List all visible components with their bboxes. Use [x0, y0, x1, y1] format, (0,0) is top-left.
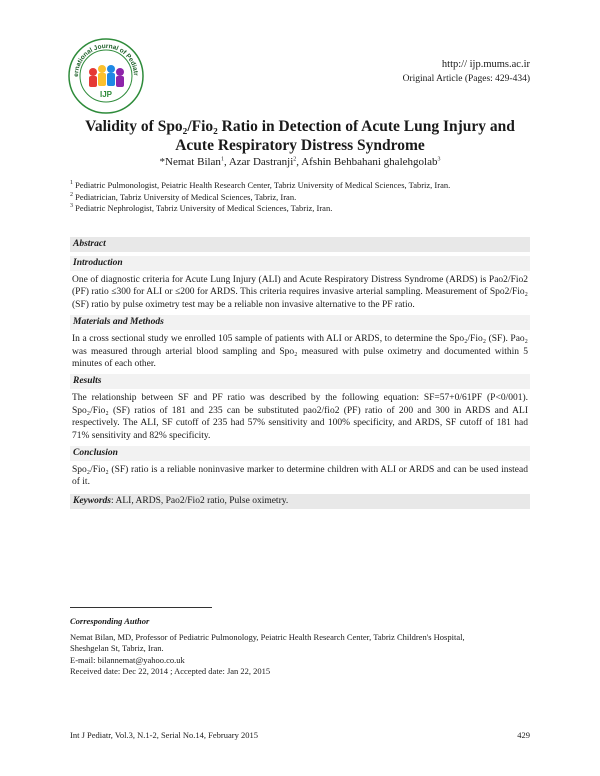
citation: Int J Pediatr, Vol.3, N.1-2, Serial No.14, February 2015	[70, 730, 258, 740]
title-line-2: Acute Respiratory Distress Syndrome	[175, 137, 425, 154]
affiliation-item: $^2$ Pediatrician, Tabriz University of Medical Sciences, Tabriz, Iran.	[70, 191, 297, 202]
section-body-conclusion: Spo₂/Fio₂ (SF) ratio is a reliable noninvasive marker to determine children with ALI or ARDS and can be used instead of it.	[72, 465, 528, 488]
section-body-introduction: One of diagnostic criteria for Acute Lung Injury (ALI) and Acute Respiratory Distress Syndrome (ARDS) is Pao2/Fio2 (PF) ratio ≤300 for ALI or ≤200 for ARDS. This criteria requires invasive arterial sampling. Measurement of Spo2/Fio₂ (SF) ratio by pulse oximetry test may be a reliable non invasive alternative to the PF ratio.	[72, 275, 528, 310]
keywords-list: : ALI, ARDS, Pao2/Fio2 ratio, Pulse oximetry.	[111, 495, 289, 506]
page-footer	[70, 730, 530, 740]
keywords-label: Keywords	[73, 495, 111, 506]
affiliation-item: $^3$ Pediatric Nephrologist, Tabriz University of Medical Sciences, Tabriz, Iran.	[70, 203, 333, 213]
author: Afshin Behbahani ghalehgolab$^3$	[301, 156, 441, 168]
keywords	[70, 494, 530, 509]
article-type: Original Article (Pages: 429-434)	[402, 74, 530, 84]
author: *Nemat Bilan$^1$,	[159, 156, 229, 168]
section-body-results: The relationship between SF and PF ratio was described by the following equation: SF=57+0/61PF (P<0/001). Spo₂/Fio₂ (SF) ratios of 181 and 235 can be substituted pao2/fio2 (PF) ratio of 200 and 300 in ARDS and ALI respectively. The ALI, SF cutoff of 235 had 57% sensitivity and 100% specificity, and ARDS, SF cutoff of 181 had 71% sensitivity and 82% specificity.	[72, 393, 528, 441]
section-heading-introduction: Introduction	[70, 256, 530, 271]
affiliations	[70, 180, 530, 215]
corresponding-line: Nemat Bilan, MD, Professor of Pediatric Pulmonology, Peiatric Health Research Center, Tabriz Children's Hospital,	[70, 631, 465, 642]
affiliation-item: $^1$ Pediatric Pulmonologist, Peiatric Health Research Center, Tabriz University of Medical Sciences, Tabriz, Iran.	[70, 180, 451, 190]
journal-logo	[68, 38, 144, 114]
abstract	[70, 237, 530, 509]
corresponding-dates: Received date: Dec 22, 2014 ; Accepted date: Jan 22, 2015	[70, 666, 271, 676]
author: Azar Dastranji$^2$,	[228, 156, 302, 168]
corresponding-email[interactable]: E-mail: bilannemat@yahoo.co.uk	[70, 654, 185, 665]
logo-abbrev: IJP	[99, 90, 113, 99]
title-line-1: Validity of Spo₂/Fio₂ Ratio in Detection of Acute Lung Injury and	[85, 118, 515, 135]
page-number: 429	[517, 730, 530, 740]
section-body-methods: In a cross sectional study we enrolled 105 sample of patients with ALI or ARDS, to determine the Spo₂/Fio₂ (SF). Pao₂ was measured through arterial blood sampling and Spo₂ measured with pulse oximetry and documented within 5 minutes of each other.	[72, 334, 528, 370]
section-heading-methods: Materials and Methods	[70, 315, 530, 330]
section-heading-results: Results	[70, 374, 530, 389]
footnote-divider	[70, 607, 212, 608]
article-title	[70, 117, 530, 155]
corresponding-author	[70, 616, 530, 678]
journal-url[interactable]: http:// ijp.mums.ac.ir	[441, 59, 530, 70]
abstract-heading: Abstract	[70, 237, 530, 252]
logo-text: ernational Journal of Pediatr	[72, 42, 140, 77]
section-heading-conclusion: Conclusion	[70, 446, 530, 461]
author-list	[70, 156, 530, 168]
corresponding-heading: Corresponding Author	[70, 616, 150, 626]
header-info	[403, 58, 530, 86]
corresponding-line: Sheshgelan St, Tabriz, Iran.	[70, 643, 164, 653]
